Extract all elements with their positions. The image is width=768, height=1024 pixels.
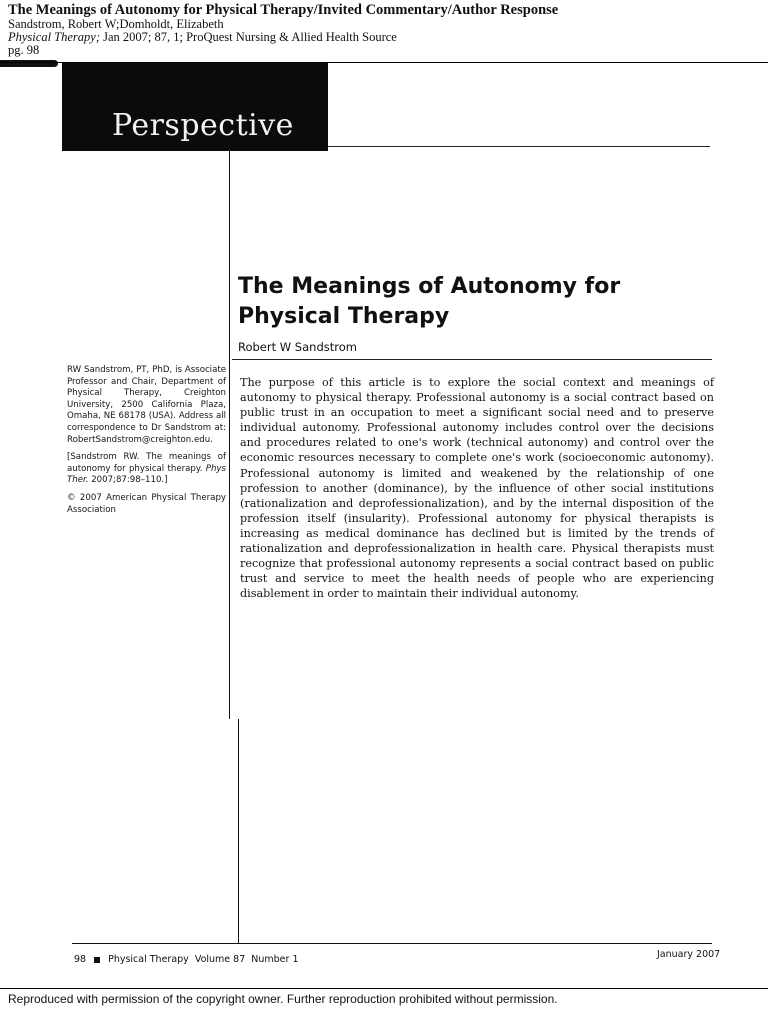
citation-details: Jan 2007; 87, 1; ProQuest Nursing & Allied Health Source [100,30,397,44]
document-header [8,2,758,57]
author-sidebar [67,365,226,522]
article-title-line-1: The Meanings of Autonomy for [238,274,621,299]
square-bullet-icon [94,957,100,963]
title-rule [232,359,712,360]
footer-date: January 2007 [657,949,721,960]
page-footer [74,954,299,965]
section-banner [62,63,328,151]
footer-number: Number 1 [251,954,299,965]
column-divider-lower [238,719,239,943]
citation-suffix: 2007;87:98–110.] [88,475,168,486]
footer-page-number: 98 [74,954,87,965]
article-author: Robert W Sandstrom [238,340,357,354]
notice-rule [0,988,768,989]
article-abstract: The purpose of this article is to explore the social context and meanings of autonomy to physical therapy. Professional autonomy is a social contract based on public trust in an occupation to meet a significant social need and to preserve individual autonomy. Professional autonomy includes control over the decisions and procedures related to one's work (technical autonomy) and control over the economic resources necessary to complete one's work (socioeconomic autonomy). Professional autonomy is limited and weakened by the relationship of one profession to another (dominance), by the influence of other social institutions (rationalization and deprofessionalization), and by the internal disposition of the profession itself (insularity). Professional autonomy for physical therapists is increasing as medical dominance has declined but is limited by the trends of rationalization and deprofessionalization in health care. Physical therapists must recognize that professional autonomy represents a social contract based on public trust and service to meet the health needs of people who are experiencing disablement in order to maintain their individual autonomy. [240,376,714,601]
document-authors: Sandstrom, Robert W;Domholdt, Elizabeth [8,17,224,31]
section-label: Perspective [112,108,294,143]
column-divider [229,151,230,719]
document-page: pg. 98 [8,43,40,57]
citation-note [67,452,226,487]
footer-rule [72,943,712,944]
journal-name: Physical Therapy; [8,30,100,44]
citation-journal: Phys Ther. [67,463,226,486]
footer-volume: Volume 87 [194,954,246,965]
author-bio: RW Sandstrom, PT, PhD, is Associate Professor and Chair, Department of Physical Therapy, Creighton University, 2500 California Plaza, Omaha, NE 68178 (USA). Address all correspondence to Dr Sandstrom at: RobertSandstrom@creighton.edu. [67,365,226,445]
banner-rule [328,146,710,147]
citation-prefix: [Sandstrom RW. The meanings of autonomy for physical therapy. [67,452,226,474]
footer-journal: Physical Therapy [108,954,189,965]
document-citation [8,31,758,44]
copyright-notice: © 2007 American Physical Therapy Association [67,492,226,515]
article-title [238,272,718,332]
article-title-line-2: Physical Therapy [238,304,450,329]
document-title: The Meanings of Autonomy for Physical Therapy/Invited Commentary/Author Response [8,2,559,18]
reproduction-notice: Reproduced with permission of the copyright owner. Further reproduction prohibited without permission. [8,992,558,1006]
